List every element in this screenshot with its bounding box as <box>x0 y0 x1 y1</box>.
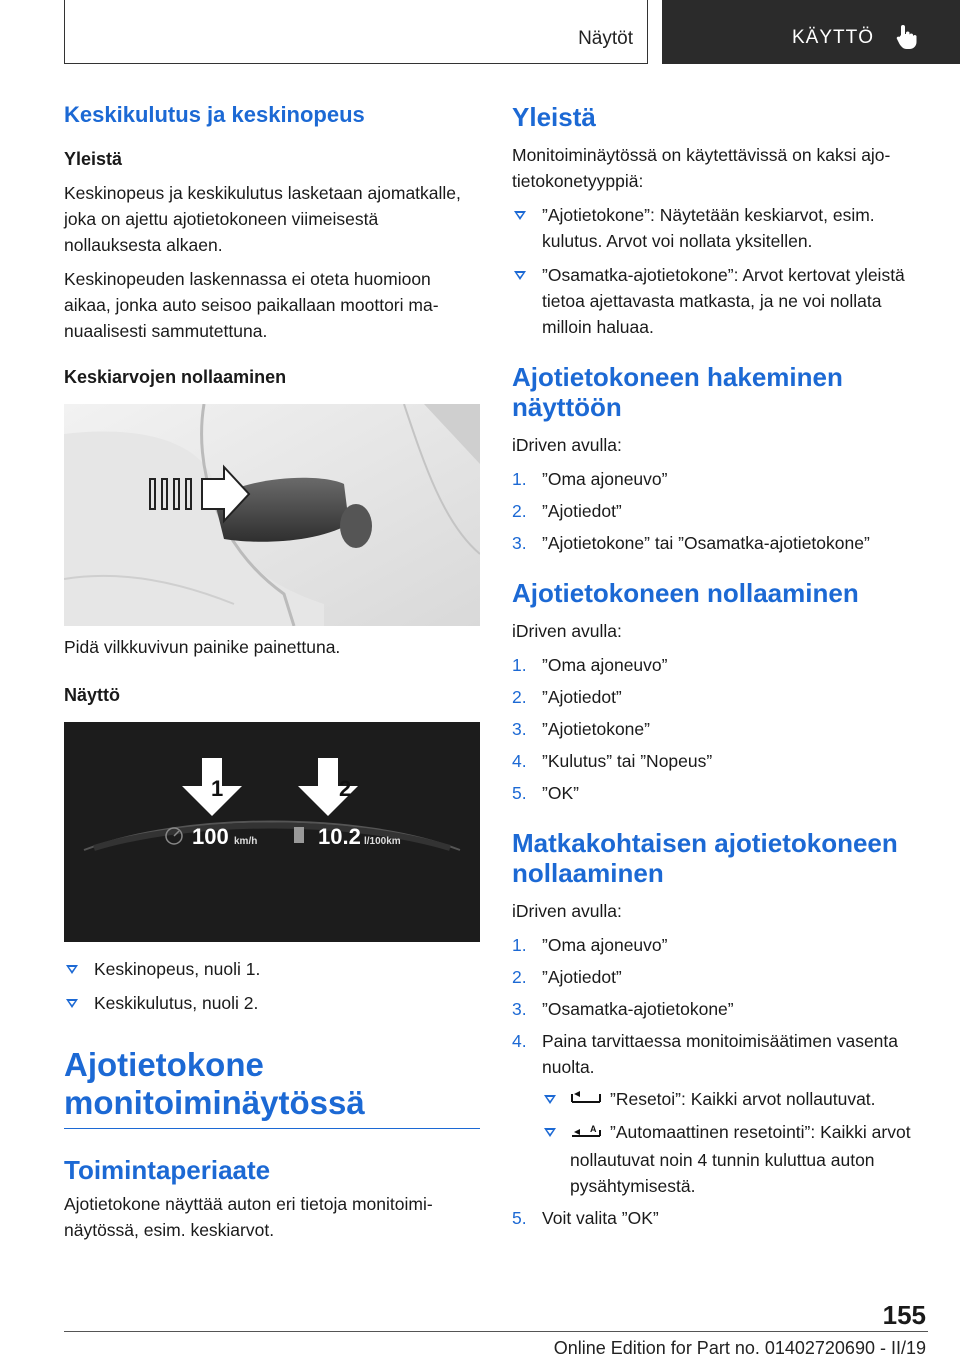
edition-note: Online Edition for Part no. 01402720690 - II/19 <box>553 1338 926 1358</box>
s2-step: 4. ”Kulutus” tai ”Nopeus” <box>512 751 713 771</box>
s3-step: 2. ”Ajotiedot” <box>512 967 622 987</box>
reset-heading: Keskiarvojen nollaaminen <box>64 367 287 387</box>
section-title-reset: Ajotietokoneen nollaaminen <box>512 578 859 608</box>
figure-caption-press: Pidä vilkkuvivun painike painettuna. <box>64 637 341 657</box>
bullet-partial-trip-computer: ”Osamatka-ajotietokone”: Arvot kertovat yleistä tietoa ajettavasta matkasta, ja ne voi nollata milloin haluaa. <box>512 262 928 340</box>
s3-step: 3. ”Osamatka-ajotietokone” <box>512 999 734 1019</box>
s1-step: 3. ”Ajotietokone” tai ”Osamatka-ajotietokone” <box>512 533 870 553</box>
bullet-average-speed: Keskinopeus, nuoli 1. <box>64 956 480 982</box>
principle-text: Ajotietokone näyttää auton eri tietoja monitoiminäytössä, esim. keskiarvot. <box>64 1194 433 1240</box>
consumption-value: 10.2 <box>318 824 361 849</box>
paragraph-average-calc: Keskinopeus ja keskikulutus lasketaan ajomatkalle, joka on ajettu ajotietokoneen viimeisestä nollauksesta alkaen. <box>64 183 461 255</box>
arrow-2-label: 2 <box>339 776 352 801</box>
s2-step: 5. ”OK” <box>512 783 579 803</box>
s2-step: 2. ”Ajotiedot” <box>512 687 622 707</box>
triangle-bullet-icon <box>514 271 526 280</box>
triangle-bullet-icon <box>66 999 78 1008</box>
s2-step: 3. ”Ajotietokone” <box>512 719 650 739</box>
s1-intro: iDriven avulla: <box>512 435 622 455</box>
right-column <box>512 100 928 1237</box>
consumption-unit: l/100km <box>364 836 401 847</box>
sub-bullet-auto-reset: A ”Automaattinen resetointi”: Kaikki arvot nollautuvat noin 4 tunnin kuluttua auton pysähtymisestä. <box>512 1119 928 1198</box>
paragraph-engine-off: Keskinopeuden laskennassa ei oteta huomioon aikaa, jonka auto seisoo paikallaan moottori manuaalisesti sammutettuna. <box>64 269 439 341</box>
general-heading: Yleistä <box>64 149 123 169</box>
chapter-title: Ajotietokone monitoiminäytössä <box>64 1046 480 1129</box>
right-general-heading: Yleistä <box>512 102 596 132</box>
instrument-display-figure <box>64 722 480 942</box>
s2-step: 1. ”Oma ajoneuvo” <box>512 655 668 675</box>
turn-signal-lever-figure <box>64 404 480 626</box>
auto-reset-arrow-icon <box>570 1121 602 1147</box>
header-chapter-tab <box>662 0 960 64</box>
section-title-trip-reset: Matkakohtaisen ajotietokoneen nollaaminen <box>512 828 898 888</box>
arrow-1-label: 1 <box>211 776 224 801</box>
section-title-average: Keskikulutus ja keskinopeus <box>64 102 365 127</box>
header-chapter-label: KÄYTTÖ <box>792 27 875 48</box>
hand-pointer-icon <box>896 24 918 55</box>
s2-intro: iDriven avulla: <box>512 621 622 641</box>
page-number: 155 <box>882 1300 926 1330</box>
svg-text:A: A <box>590 1123 597 1134</box>
principle-heading: Toimintaperiaate <box>64 1155 271 1185</box>
s3-step: 5. Voit valita ”OK” <box>512 1207 659 1228</box>
right-general-text: Monitoiminäytössä on käytettävissä on kaksi ajotietokonetyyppiä: <box>512 145 891 191</box>
section-title-open: Ajotietokoneen hakeminen näyttöön <box>512 362 843 422</box>
speed-value: 100 <box>192 824 229 849</box>
sub-bullet-reset: ”Resetoi”: Kaikki arvot nollautuvat. <box>512 1086 928 1113</box>
header-section-box <box>64 0 648 64</box>
reset-arrow-icon <box>570 1087 602 1113</box>
fuel-pump-icon <box>294 827 304 843</box>
left-column <box>64 100 480 1251</box>
footer-divider <box>64 1331 928 1332</box>
display-heading: Näyttö <box>64 685 121 705</box>
triangle-bullet-icon <box>66 965 78 974</box>
triangle-bullet-icon <box>514 211 526 220</box>
s1-step: 2. ”Ajotiedot” <box>512 501 622 521</box>
s1-step: 1. ”Oma ajoneuvo” <box>512 469 668 489</box>
bullet-trip-computer: ”Ajotietokone”: Näytetään keskiarvot, esim. kulutus. Arvot voi nollata yksitellen. <box>512 202 928 254</box>
s3-intro: iDriven avulla: <box>512 901 622 921</box>
speed-unit: km/h <box>234 836 258 847</box>
triangle-bullet-icon <box>544 1128 556 1137</box>
s3-step: 1. ”Oma ajoneuvo” <box>512 935 668 955</box>
header-section-label: Näytöt <box>578 28 633 49</box>
s3-step: 4. Paina tarvittaessa monitoimisäätimen vasenta nuolta. <box>512 1031 899 1077</box>
triangle-bullet-icon <box>544 1095 556 1104</box>
bullet-average-consumption: Keskikulutus, nuoli 2. <box>64 990 480 1016</box>
